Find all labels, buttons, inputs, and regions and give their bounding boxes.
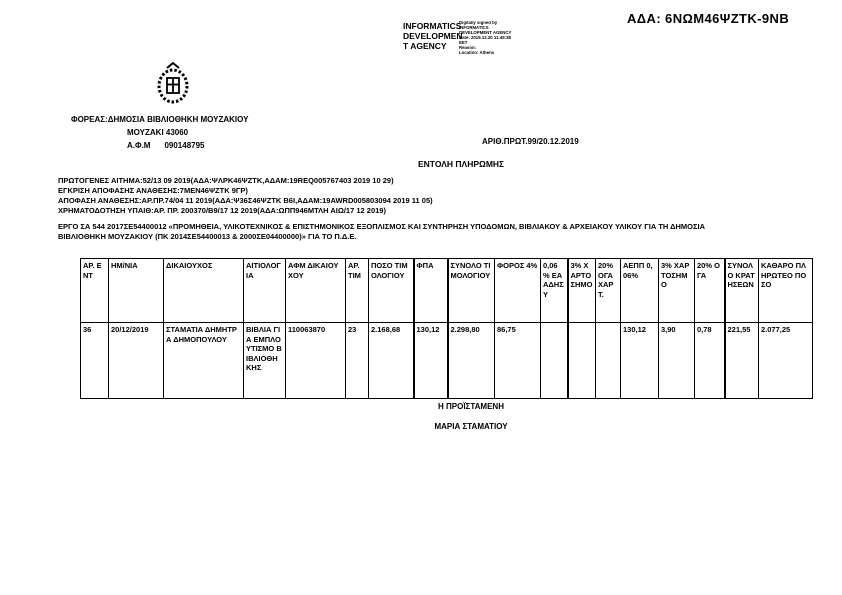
document-title: ΕΝΤΟΛΗ ΠΛΗΡΩΜΗΣ <box>418 159 505 169</box>
table-header-row <box>81 259 813 323</box>
column-header-invoice-no: ΑΡ. ΤΙΜ <box>346 259 369 323</box>
signature-detail-line: EET <box>459 41 468 46</box>
cell-tax-4pct: 86,75 <box>495 323 541 399</box>
protocol-number: ΑΡΙΘ.ΠΡΩΤ.99/20.12.2019 <box>482 137 579 146</box>
reference-line-funding: ΧΡΗΜΑΤΟΔΟΤΗΣΗ ΥΠΑΙΘ:ΑΡ. ΠΡ. 200370/Β9/17 12 2019(ΑΔΑ:ΩΠΠ946ΜΤΛΗ ΑΙΩ/17 12 2019) <box>58 206 386 215</box>
column-header-oga-stamp-20pct: 20% ΟΓΑ ΧΑΡΤ. <box>596 259 621 323</box>
project-description <box>58 222 705 242</box>
cell-net-payable: 2.077,25 <box>759 323 813 399</box>
signatory-name: ΜΑΡΙΑ ΣΤΑΜΑΤΙΟΥ <box>434 422 508 431</box>
organization-name: ΦΟΡΕΑΣ:ΔΗΜΟΣΙΑ ΒΙΒΛΙΟΘΗΚΗ ΜΟΥΖΑΚΙΟΥ <box>71 115 249 124</box>
cell-invoice-total: 2.298,80 <box>448 323 495 399</box>
signature-detail-line: Date: 2019.12.20 11:45:38 <box>459 36 511 41</box>
cell-stamp-3pct-2: 3,90 <box>659 323 695 399</box>
column-header-beneficiary-afm: ΑΦΜ ΔΙΚΑΙΟΥΧΟΥ <box>286 259 346 323</box>
signature-agency-line: DEVELOPMEN <box>403 31 463 41</box>
afm-value: 090148795 <box>164 141 205 150</box>
signature-agency-name <box>403 21 465 51</box>
payment-table <box>80 258 813 399</box>
project-line: ΕΡΓΟ ΣΑ 544 2017ΣΕ54400012 «ΠΡΟΜΗΘΕΙΑ, ΥΛΙΚΟΤΕΧΝΙΚΟΣ & ΕΠΙΣΤΗΜΟΝΙΚΟΣ ΕΞΟΠΛΙΣΜΟΣ ΚΑΙ ΣΥΝΤΗΡΗΣΗ ΥΠΟΔΟΜΩΝ, ΒΙΒΛΙΑΚΟΥ & ΑΡΧΕΙΑΚΟΥ ΥΛΙΚΟΥ ΓΙΑ ΤΗ ΔΗΜΟΣΙΑ <box>58 222 706 231</box>
signature-detail-line: Digitally signed by <box>459 21 498 26</box>
signature-detail-line: DEVELOPMENT AGENCY <box>459 31 512 36</box>
cell-oga-20pct: 0,78 <box>695 323 725 399</box>
cell-ar-ent: 36 <box>81 323 109 399</box>
column-header-stamp-3pct: 3% ΧΑΡΤΟΣΗΜΟ <box>568 259 596 323</box>
table-row <box>81 323 813 399</box>
cell-aepp: 130,12 <box>621 323 659 399</box>
column-header-date: ΗΜ/ΝΙΑ <box>109 259 164 323</box>
cell-eaadhsy <box>541 323 568 399</box>
signature-detail-line: Location: Athens <box>459 51 495 56</box>
reference-lines <box>58 176 433 216</box>
column-header-invoice-amount: ΠΟΣΟ ΤΙΜΟΛΟΓΙΟΥ <box>369 259 414 323</box>
reference-line-approval: ΕΓΚΡΙΣΗ ΑΠΟΦΑΣΗΣ ΑΝΑΘΕΣΗΣ:7ΜΕΝ46ΨΖΤΚ 9ΓΡ) <box>58 186 248 195</box>
digital-signature-details <box>459 21 567 56</box>
column-header-vat: ΦΠΑ <box>414 259 448 323</box>
cell-beneficiary-afm: 110063870 <box>286 323 346 399</box>
cell-justification: ΒΙΒΛΙΑ ΓΙΑ ΕΜΠΛΟΥΤΙΣΜΟ ΒΙΒΛΙΟΘΗΚΗΣ <box>244 323 286 399</box>
column-header-net-payable: ΚΑΘΑΡΟ ΠΛΗΡΩΤΕΟ ΠΟΣΟ <box>759 259 813 323</box>
cell-total-deductions: 221,55 <box>725 323 759 399</box>
column-header-stamp-3pct-2: 3% ΧΑΡΤΟΣΗΜΟ <box>659 259 695 323</box>
column-header-total-deductions: ΣΥΝΟΛΟ ΚΡΑΤΗΣΕΩΝ <box>725 259 759 323</box>
signature-agency-line: INFORMATICS <box>403 21 462 31</box>
column-header-invoice-total: ΣΥΝΟΛΟ ΤΙΜΟΛΟΓΙΟΥ <box>448 259 495 323</box>
cell-invoice-no: 23 <box>346 323 369 399</box>
reference-line-primary-request: ΠΡΩΤΟΓΕΝΕΣ ΑΙΤΗΜΑ:52/13 09 2019(ΑΔΑ:ΨΛΡΚ46ΨΖΤΚ,ΑΔΑΜ:19REQ005767403 2019 10 29) <box>58 176 394 185</box>
cell-invoice-amount: 2.168,68 <box>369 323 414 399</box>
ada-code: ΑΔΑ: 6ΝΩΜ46ΨΖΤΚ-9ΝΒ <box>627 11 790 26</box>
column-header-justification: ΑΙΤΙΟΛΟΓΙΑ <box>244 259 286 323</box>
cell-oga-stamp-20pct <box>596 323 621 399</box>
signature-detail-line: Reason: <box>459 46 477 51</box>
afm-label: Α.Φ.Μ <box>127 141 151 150</box>
cell-stamp-3pct <box>568 323 596 399</box>
organization-afm <box>127 141 205 150</box>
cell-vat: 130,12 <box>414 323 448 399</box>
signature-detail-line: INFORMATICS <box>459 26 489 31</box>
signatory-role: Η ΠΡΟΪΣΤΑΜΕΝΗ <box>438 402 504 411</box>
greek-coat-of-arms-icon <box>153 60 193 112</box>
reference-line-award-decision: ΑΠΟΦΑΣΗ ΑΝΑΘΕΣΗΣ:ΑΡ.ΠΡ.74/04 11 2019(ΑΔΑ:Ψ36Σ46ΨΖΤΚ Β6Ι,ΑΔΑΜ:19AWRD005803094 2019 11 05) <box>58 196 433 205</box>
column-header-aepp: ΑΕΠΠ 0,06% <box>621 259 659 323</box>
column-header-ar-ent: ΑΡ. ΕΝΤ <box>81 259 109 323</box>
cell-date: 20/12/2019 <box>109 323 164 399</box>
column-header-beneficiary: ΔΙΚΑΙΟΥΧΟΣ <box>164 259 244 323</box>
column-header-oga-20pct: 20% ΟΓΑ <box>695 259 725 323</box>
signature-agency-line: T AGENCY <box>403 41 447 51</box>
cell-beneficiary: ΣΤΑΜΑΤΙΑ ΔΗΜΗΤΡΑ ΔΗΜΟΠΟΥΛΟΥ <box>164 323 244 399</box>
organization-address: ΜΟΥΖΑΚΙ 43060 <box>127 128 189 137</box>
column-header-tax-4pct: ΦΟΡΟΣ 4% <box>495 259 541 323</box>
project-line: ΒΙΒΛΙΟΘΗΚΗ ΜΟΥΖΑΚΙΟΥ (ΠΚ 2014ΣΕ54400013 & 2000ΣΕ04400000)» ΓΙΑ ΤΟ Π.Δ.Ε. <box>58 232 357 241</box>
column-header-eaadhsy: 0,06 % ΕΑΑΔΗΣΥ <box>541 259 568 323</box>
